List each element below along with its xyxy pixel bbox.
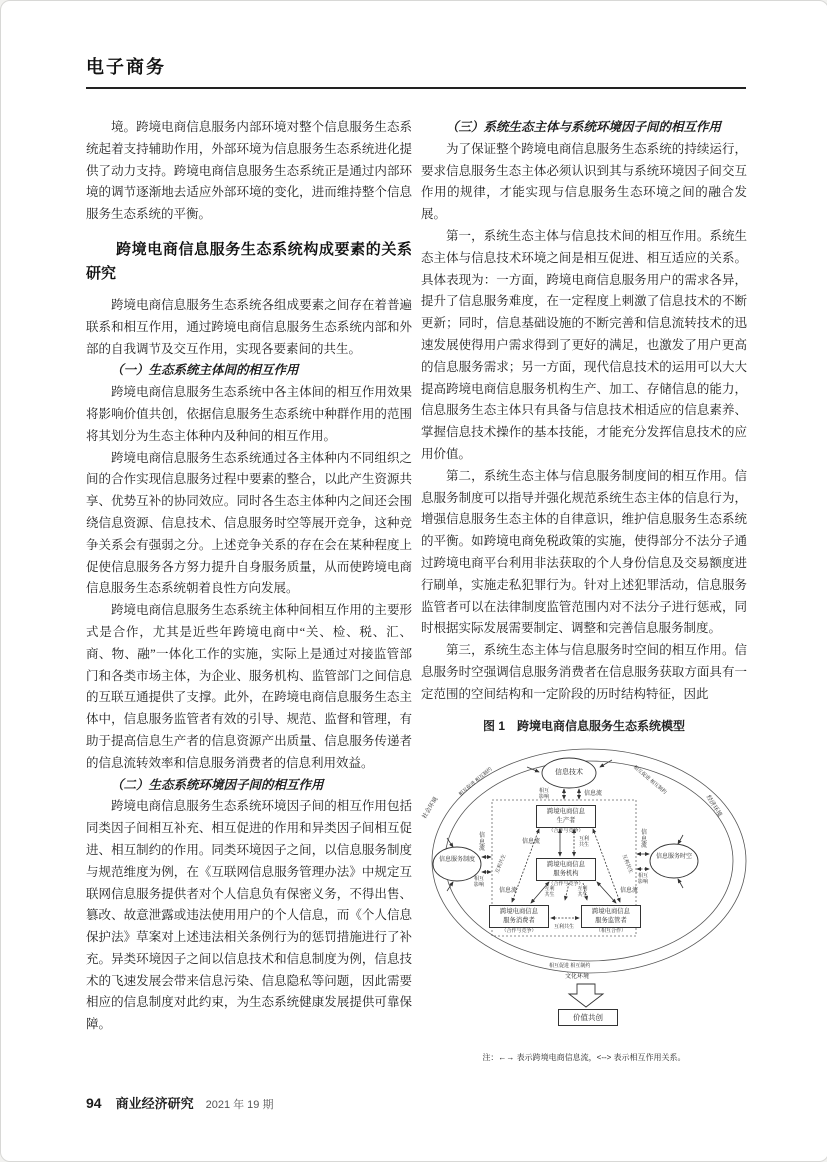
info-tech-label: 信息技术 xyxy=(555,769,583,777)
env-cultural-label: 文化环境 xyxy=(565,974,590,981)
arc-label-bottom: 相互促进 相互制约 xyxy=(549,963,591,970)
subsection-heading-2: （二）生态系统环境因子间的相互作用 xyxy=(111,777,324,792)
paragraph: 跨境电商信息服务生态系统环境因子间的相互作用包括同类因子间相互补充、相互促进的作用和异类因子间相互促进、相互制约的作用。同类环境因子之间，以信息服务制度与规范维度为例，在《互联网信息服务管理办法》中规定互联网信息服务提供者对个人信息负有保密义务，不得出售、篡改、故意泄露或违法使用用户的个人信息，而《个人信息保护法》草案对上述违法相关条例行为的惩罚措施进行了补充。异类环境因子之间以信息技术和信息制度为例，信息技术的飞速发展会带来信息污染、信息隐私等问题，因此需要相应的信息制度对此约束，为生态系统健康发展提供可靠保障。 xyxy=(86,799,412,1032)
edge-label-mutual-diag-right: 互利共生 xyxy=(620,853,634,875)
edge-label-influence-top: 相互影响 xyxy=(538,788,549,801)
paragraph: 第一，系统生态主体与信息技术间的相互作用。系统生态主体与信息技术环境之间是相互促进、相互适应的关系。具体表现为：一方面，跨境电商信息服务用户的需求各异，提升了信息服务难度，在一定程度上刺激了信息技术的不断更新；同时，信息基础设施的不断完善和信息流转技术的迅速发展使得用户需求得到了更好的满足，也激发了用户更高的信息服务需求；另一方面，现代信息技术的运用可以大大提高跨境电商信息服务机构生产、加工、存储信息的能力，信息服务生态主体只有具备与信息技术相适应的信息素养、掌握信息技术操作的基本技能，才能充分发挥信息技术的应用价值。 xyxy=(421,228,747,461)
arc-label-right: 相互促进 相互制约 xyxy=(631,764,668,796)
paragraph: 为了保证整个跨境电商信息服务生态系统的持续运行，要求信息服务生态主体必须认识到其与系统环境因子间交互作用的规律，才能实现与信息服务生态环境之间的融合发展。 xyxy=(421,141,747,222)
subsection-heading-3: （三）系统生态主体与系统环境因子间的相互作用 xyxy=(446,120,722,134)
value-cocreation-arrow xyxy=(569,984,603,1007)
paragraph: 跨境电商信息服务生态系统主体种间相互作用的主要形式是合作，尤其是近些年跨境电商中“关、检、税、汇、商、物、融”一体化工作的实施，实际上是通过对接监管部门和各类市场主体，为企业、服务机构、监管部门之间信息的互联互通提供了支撑。此外，在跨境电商信息服务生态主体中，信息服务监管者有效的引导、规范、监督和管理，有助于提高信息生产者的信息资源产出质量、信息服务传递者的信息流转效率和信息服务消费者的信息利用效益。 xyxy=(86,603,412,770)
consumer-line2: 服务消费者 xyxy=(503,916,535,924)
producer-line1: 跨境电商信息 xyxy=(547,808,585,816)
edge-label-influence-left: 相互影响 xyxy=(473,876,484,889)
page-footer xyxy=(86,1093,273,1113)
regulator-node xyxy=(581,905,641,935)
edge-label-flow-left: 信息流 xyxy=(478,833,485,853)
info-spacetime-label: 信息服务时空 xyxy=(655,854,692,861)
edge-label-influence-right: 相互影响 xyxy=(637,873,648,886)
edge-label-flow-producer-agency: 信息流 xyxy=(522,839,541,846)
info-institution-label: 信息服务制度 xyxy=(438,857,475,864)
edge-label-flow-top: 信息流 xyxy=(584,791,603,798)
page-header xyxy=(86,53,746,89)
edge-label-flow-agency-consumer: 信息流 xyxy=(499,888,518,895)
page-number: 94 xyxy=(86,1095,102,1111)
regulator-line2: 服务监管者 xyxy=(595,916,627,924)
agency-coop: （合作与竞争） xyxy=(548,881,584,888)
agency-node xyxy=(536,858,596,888)
paragraph: 第二，系统生态主体与信息服务制度间的相互作用。信息服务制度可以指导并强化规范系统生态主体的信息行为，增强信息服务生态主体的自律意识，维护信息服务生态系统的平衡。如跨境电商免税政策的实施，使得部分不法分子通过跨境电商平台利用非法获取的个人身份信息及交易额度进行刷单，实施走私犯罪行为。针对上述犯罪活动，信息服务监管者可以在法律制度监管范围内对不法分子进行惩戒，同时根据实际发展需要制定、调整和完善信息服务制度。 xyxy=(421,468,747,636)
consumer-line1: 跨境电商信息 xyxy=(500,908,538,916)
consumer-coop: （合作与竞争） xyxy=(501,928,537,935)
agency-line1: 跨境电商信息 xyxy=(547,861,585,869)
edge-label-mutual-producer-agency: 互利共生 xyxy=(578,836,589,849)
paragraph: 境。跨境电商信息服务内部环境对整个信息服务生态系统起着支持辅助作用，外部环境为信息服务生态系统进化提供了动力支持。跨境电商信息服务生态系统正是通过内部环境的调节逐渐地去适应外部环境的变化，进而维持整个信息服务生态系统的平衡。 xyxy=(86,120,412,222)
edge-label-mutual-small-left: 互利共生 xyxy=(544,886,555,899)
figure-1 xyxy=(419,743,749,1045)
left-column xyxy=(86,117,412,1036)
paragraph: 第三，系统生态主体与信息服务时空间的相互作用。信息服务时空强调信息服务消费者在信息服务获取方面具有一定范围的空间结构和一定阶段的历时结构特征，因此 xyxy=(421,643,747,701)
journal-name: 商业经济研究 xyxy=(115,1096,194,1111)
consumer-node xyxy=(489,905,549,935)
issue-info: 2021 年 19 期 xyxy=(205,1099,274,1111)
agency-line2: 服务机构 xyxy=(553,869,579,877)
edge-label-flow-agency-regulator: 信息流 xyxy=(620,888,639,895)
figure-caption: 图 1 跨境电商信息服务生态系统模型 xyxy=(482,718,685,733)
paragraph: 跨境电商信息服务生态系统各组成要素之间存在着普遍联系和相互作用，通过跨境电商信息服务生态系统内部和外部的自我调节及交互作用，实现各要素间的共生。 xyxy=(86,297,412,356)
edge-label-mutual-small-right: 互利共生 xyxy=(577,886,588,899)
producer-line2: 生产者 xyxy=(556,816,576,824)
info-spacetime-ellipse xyxy=(650,844,698,878)
subsection-heading-1: （一）生态系统主体间的相互作用 xyxy=(111,363,299,378)
value-cocreation-box: 价值共创 xyxy=(558,1009,618,1026)
paragraph: 跨境电商信息服务生态系统中各主体间的相互作用效果将影响价值共创，依据信息服务生态系统中种群作用的范围将其划分为生态主体种内及种间的相互作用。 xyxy=(86,385,412,443)
env-economic-label: 经济环境 xyxy=(704,794,723,819)
arc-label-left: 相互促进 相互制约 xyxy=(457,766,494,798)
regulator-coop: （相互合作） xyxy=(595,928,626,935)
edge-label-mutual-bottom: 互利共生 xyxy=(554,924,575,931)
producer-coop: （合作与竞争） xyxy=(548,828,584,835)
paragraph: 跨境电商信息服务生态系统通过各主体种内不同组织之间的合作实现信息服务过程中要素的整合，以此产生资源共享、优势互补的协同效应。同时各生态主体种内之间还会围绕信息资源、信息技术、信息服务时空等展开竞争，这种竞争关系会有强弱之分。上述竞争关系的存在会在某种程度上促使信息服务各方努力提升自身服务质量，从而使跨境电商信息服务生态系统朝着良性方向发展。 xyxy=(86,450,412,596)
edge-label-flow-right: 信息流 xyxy=(640,830,647,850)
section-title: 电子商务 xyxy=(86,57,166,77)
producer-node xyxy=(536,805,596,835)
right-column xyxy=(421,117,747,1077)
section-heading: 跨境电商信息服务生态系统构成要素的关系研究 xyxy=(86,240,412,282)
header-rule xyxy=(86,87,746,89)
regulator-line1: 跨境电商信息 xyxy=(592,908,630,916)
figure-note: 注：←→ 表示跨境电商信息流，<--> 表示相互作用关系。 xyxy=(482,1053,686,1063)
env-social-label: 社会环境 xyxy=(421,796,440,821)
edge-label-mutual-diag-left: 互利共生 xyxy=(494,853,508,875)
